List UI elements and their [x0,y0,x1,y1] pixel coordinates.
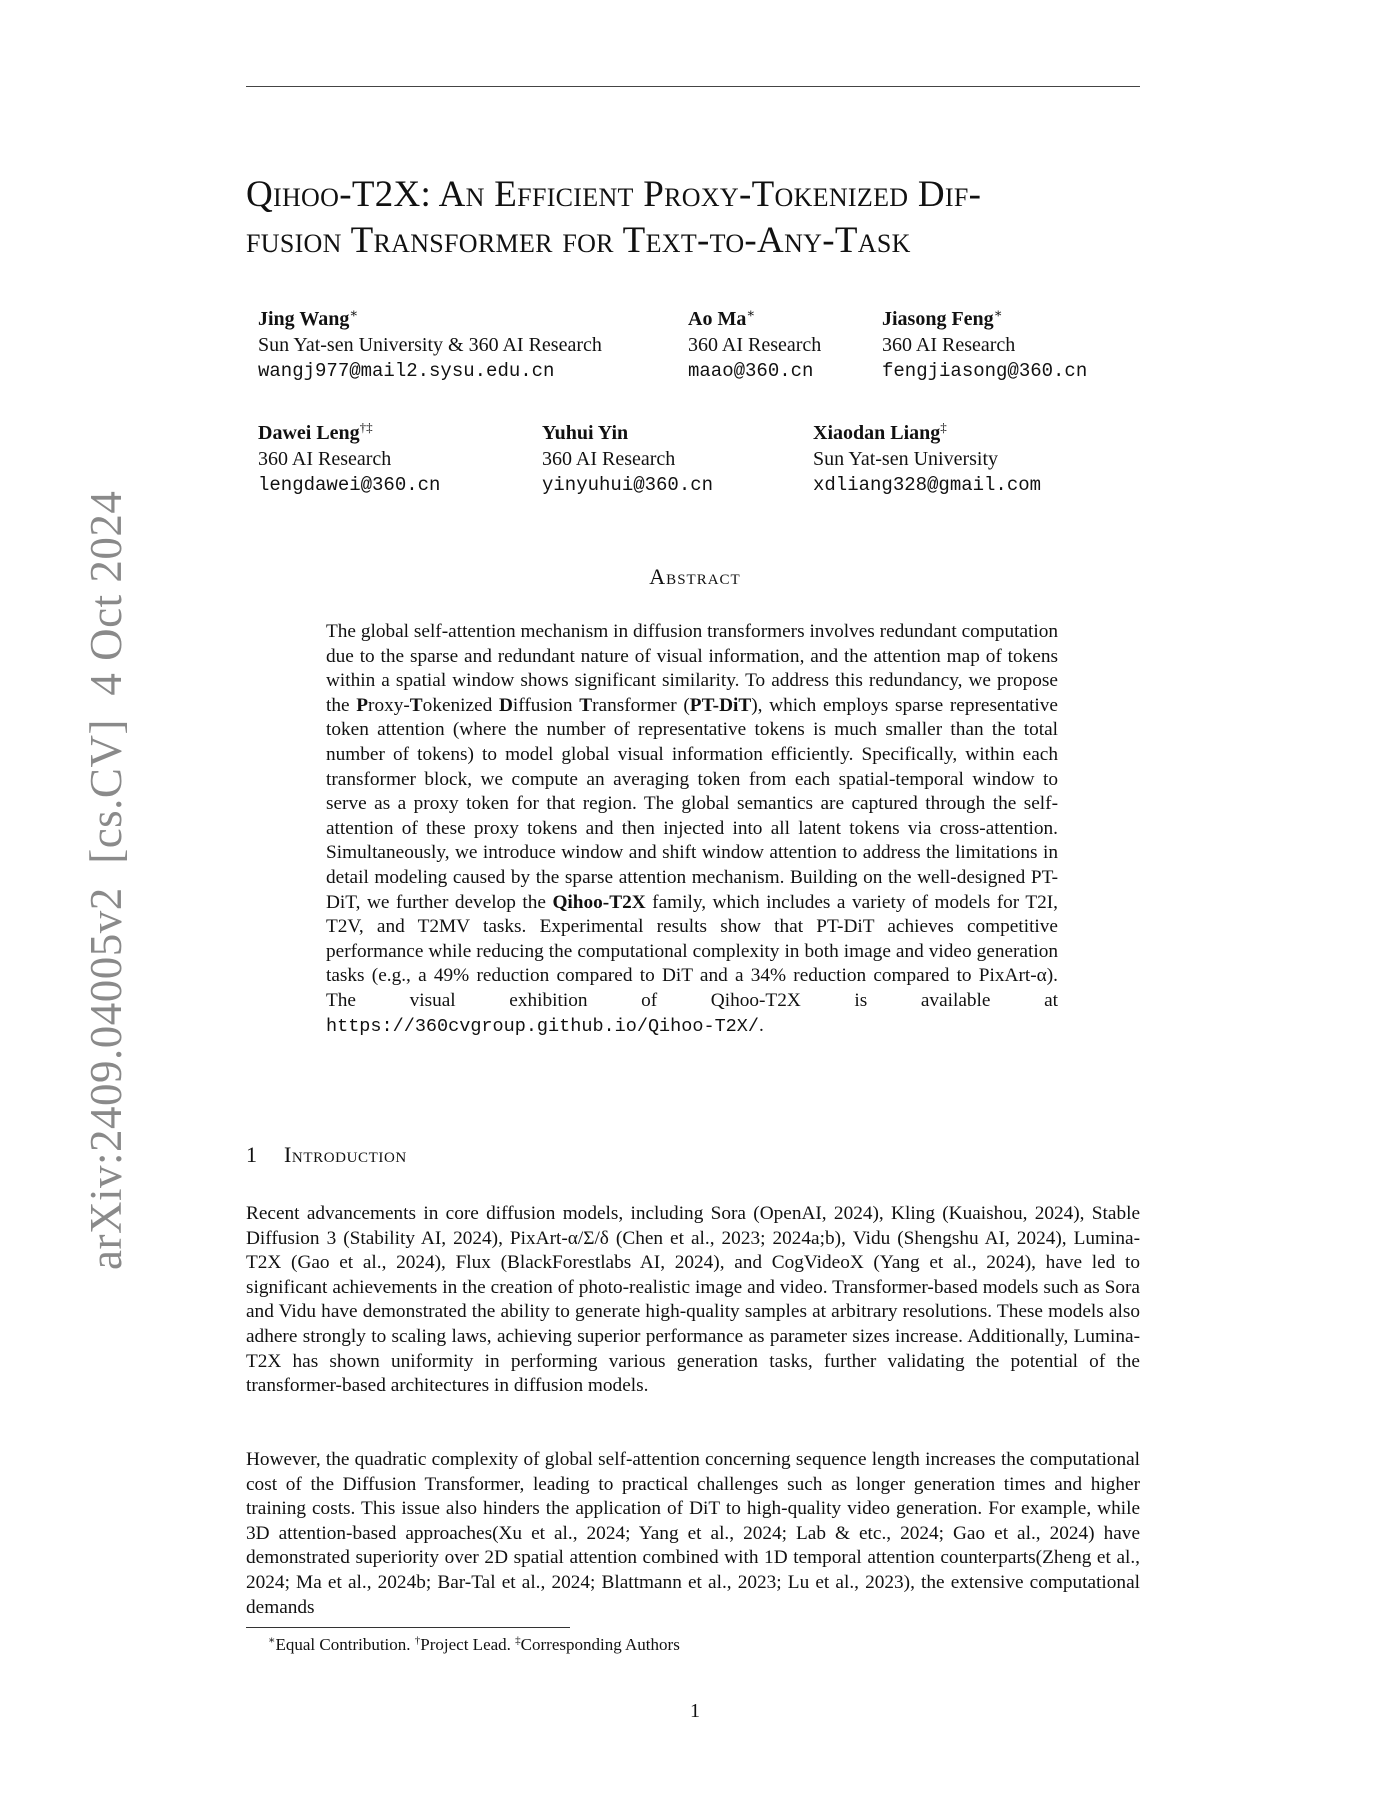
title-line-1: Qihoo-T2X: An Efficient Proxy-Tokenized Dif- [246,174,982,215]
intro-paragraph-2: However, the quadratic complexity of global self-attention concerning sequence length increases the computational cost of the Diffusion Transformer, leading to practical challenges such as longer generation times and higher training costs. This issue also hinders the application of DiT to high-quality video generation. For example, while 3D attention-based approaches(Xu et al., 2024; Yang et al., 2024; Lab & etc., 2024; Gao et al., 2024) have demonstrated superiority over 2D spatial attention combined with 1D temporal attention counterparts(Zheng et al., 2024; Ma et al., 2024b; Bar-Tal et al., 2024; Blattmann et al., 2023; Lu et al., 2023), the extensive computational demands [246,1449,1140,1618]
author-email[interactable]: wangj977@mail2.sysu.edu.cn [258,360,555,382]
author-block [813,420,1041,498]
paper-title [246,172,1146,264]
header-rule [246,86,1140,87]
author-mark: ∗ [349,305,359,321]
author-mark: ∗ [993,305,1003,321]
intro-paragraph-1: Recent advancements in core diffusion models, including Sora (OpenAI, 2024), Kling (Kuaishou, 2024), Stable Diffusion 3 (Stability AI, 2024), PixArt-α/Σ/δ (Chen et al., 2023; 2024a;b), Vidu (Shengshu AI, 2024), Lumina-T2X (Gao et al., 2024), Flux (BlackForestlabs AI, 2024), and CogVideoX (Yang et al., 2024), have led to significant achievements in the creation of photo-realistic image and video. Transformer-based models such as Sora and Vidu have demonstrated the ability to generate high-quality samples at arbitrary resolutions. These models also adhere strongly to scaling laws, achieving superior performance as parameter sizes increase. Additionally, Lumina-T2X has shown uniformity in performing various generation tasks, further validating the potential of the transformer-based architectures in diffusion models. [246,1203,1140,1397]
author-name: Xiaodan Liang [813,422,941,444]
arxiv-sidebar-id: arXiv:2409.04005v2 [cs.CV] 4 Oct 2024 [81,490,131,1270]
title-line-2: fusion Transformer for Text-to-Any-Task [246,220,911,261]
author-affiliation: 360 AI Research [542,448,676,470]
model-family-name: Qihoo-T2X [552,891,646,913]
model-name-ptdit: PT-DiT [689,694,752,716]
author-email[interactable]: yinyuhui@360.cn [542,474,714,496]
abstract-text: The global self-attention mechanism in diffusion transformers involves redundant computation due to the sparse and redundant nature of visual information, and the attention map of tokens within a spatial window shows significant similarity. To address this redundancy, we propose the Proxy-Tokenized Diffusion Transformer (PT-DiT), which employs sparse representative token attention (where the number of representative tokens is much smaller than the total number of tokens) to model global visual information efficiently. Specifically, within each transformer block, we compute an averaging token from each spatial-temporal window to serve as a proxy token for that region. The global semantics are captured through the self-attention of these proxy tokens and then injected into all latent tokens via cross-attention. Simultaneously, we introduce window and shift window attention to address the limitations in detail modeling caused by the sparse attention mechanism. Building on the well-designed PT-DiT, we further develop the Qihoo-T2X family, which includes a variety of models for T2I, T2V, and T2MV tasks. Experimental results show that PT-DiT achieves competitive performance while reducing the computational complexity in both image and video generation tasks (e.g., a 49% reduction compared to DiT and a 34% reduction compared to PixArt-α). The visual exhibition of Qihoo-T2X is available at https://360cvgroup.github.io/Qihoo-T2X/. [326,621,1058,1037]
author-email[interactable]: lengdawei@360.cn [258,474,441,496]
footnote-rule [246,1627,570,1628]
footnote: ∗Equal Contribution. †Project Lead. ‡Corresponding Authors [268,1634,680,1654]
author-affiliation: Sun Yat-sen University & 360 AI Research [258,334,602,356]
section-heading [246,1142,407,1168]
author-affiliation: 360 AI Research [882,334,1016,356]
author-email[interactable]: xdliang328@gmail.com [813,474,1042,496]
author-email[interactable]: maao@360.cn [688,360,814,382]
author-name: Jing Wang [258,308,350,330]
author-affiliation: 360 AI Research [258,448,392,470]
author-email[interactable]: fengjiasong@360.cn [882,360,1088,382]
author-block [688,306,821,384]
author-block [258,420,440,498]
author-name: Jiasong Feng [882,308,994,330]
author-block [258,306,602,384]
author-mark: ‡ [940,419,947,435]
author-affiliation: 360 AI Research [688,334,822,356]
page-number: 1 [690,1700,700,1722]
section-title: Introduction [284,1142,407,1167]
abstract-heading: Abstract [649,564,741,589]
author-mark: ∗ [746,305,756,321]
author-name: Ao Ma [688,308,747,330]
author-mark: †‡ [359,419,373,435]
author-block [542,420,713,498]
author-name: Yuhui Yin [542,422,629,444]
author-block [882,306,1087,384]
author-name: Dawei Leng [258,422,360,444]
project-link[interactable]: https://360cvgroup.github.io/Qihoo-T2X/ [326,1015,759,1037]
section-number: 1 [246,1142,258,1167]
author-affiliation: Sun Yat-sen University [813,448,999,470]
